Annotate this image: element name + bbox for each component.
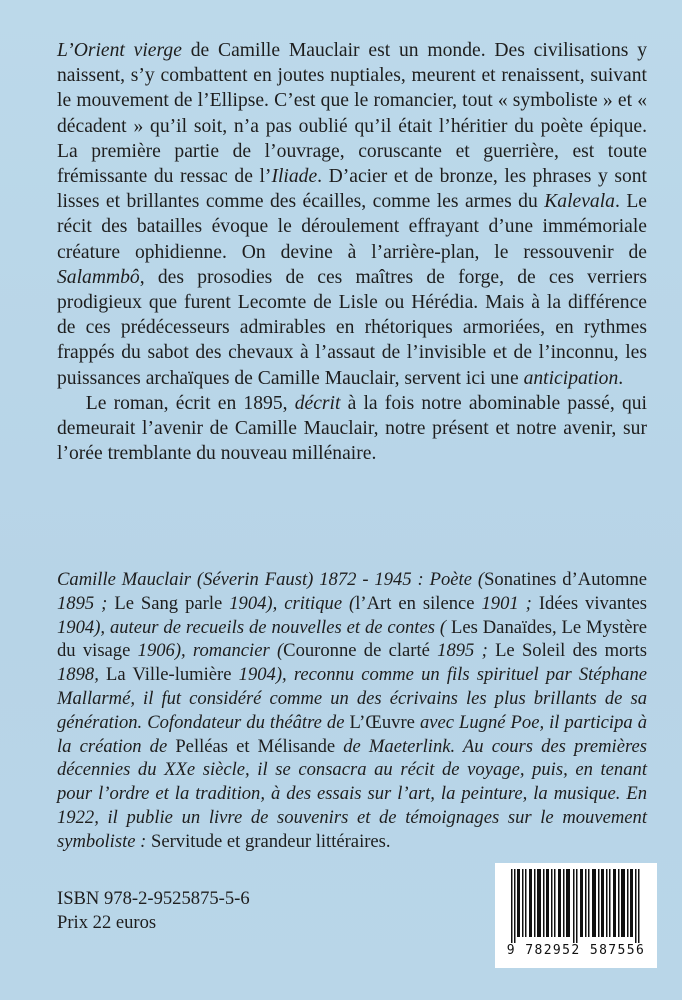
salammbo-ref: Salammbô xyxy=(57,266,140,288)
bio-r3: l’Art en silence xyxy=(355,592,482,614)
bio-t1: Camille Mauclair (Séverin Faust) 1872 - 1945 : Poète ( xyxy=(57,569,485,590)
anticipation-word: anticipation xyxy=(523,367,619,389)
paragraph-1-text-d: , des prosodies de ces maîtres de forge, de ces verriers prodigieux que furent Lecomte de Lisle ou Hérédia. Mais à la différence de ces prédécesseurs admirables en rhétoriques armoriées, en rythmes frappés du sabot des chevaux à l’assaut de l’invisible et de l’inconnu, les puissances archaïques de Camille Mauclair, servent ici une xyxy=(57,266,647,389)
paragraph-1-text-a: de Camille Mauclair est un monde. Des civilisations y naissent, s’y combattent en joutes nuptiales, meurent et renaissent, suivant le mouvement de l’Ellipse. C’est que le romancier, tout « symboliste » et « décadent » qu’il soit, n’a pas oublié qu’il était l’héritier du poète épique. La première partie de l’ouvrage, coruscante et guerrière, est toute frémissante du ressac de l’ xyxy=(57,40,647,188)
bio-t7: 1895 ; xyxy=(437,640,488,662)
bio-r2: Le Sang parle xyxy=(107,592,230,614)
decrit-word: décrit xyxy=(294,392,341,414)
paragraph-1-text-b: . D’acier et de bronze, les phrases y sont lisses et brillantes comme des écailles, comme les armes du xyxy=(57,166,647,213)
bio-t8: 1898, xyxy=(57,664,99,686)
bio-t6: 1906), romancier ( xyxy=(137,640,284,662)
bio-r9: L’Œuvre xyxy=(349,711,420,733)
bio-r8: La Ville-lumière xyxy=(98,664,239,686)
kalevala-ref: Kalevala xyxy=(544,191,615,213)
bio-r1: Sonatines d’Automne xyxy=(484,569,647,590)
bio-r10: Pelléas et Mélisande xyxy=(175,735,344,757)
price: Prix 22 euros xyxy=(57,912,157,933)
barcode xyxy=(495,863,657,968)
bio-r5: Les Danaïdes, Le Mystère du visage xyxy=(57,616,647,662)
main-text xyxy=(57,38,647,466)
bio-t4: 1901 ; xyxy=(481,592,532,614)
paragraph-1-text-e: . xyxy=(618,367,624,389)
bio-r6: Couronne de clarté xyxy=(283,640,438,662)
isbn-block xyxy=(57,887,250,935)
bio-r7: Le Soleil des morts xyxy=(487,640,648,662)
paragraph-1-text-c: . Le récit des batailles évoque le déroulement effrayant d’une immémoriale créature ophidienne. On devine à l’arrière-plan, le ressouvenir de xyxy=(57,191,647,263)
bio-r4: Idées vivantes xyxy=(531,592,648,614)
bio-t10: avec Lugné Poe, il participa à la création de xyxy=(57,711,648,757)
book-title: L’Orient vierge xyxy=(57,40,182,61)
bio-t5: 1904), auteur de recueils de nouvelles et de contes ( xyxy=(57,616,451,638)
bio-t11: de Maeterlink. Au cours des premières décennies du XXe siècle, il se consacra au récit de voyage, puis, en tenant pour l’ordre et la tradition, à des essais sur l’art, la peinture, la musique. En 1922, il publie un livre de souvenirs et de témoignages sur le mouvement symboliste : xyxy=(57,735,648,852)
paragraph-2-text-a: Le roman, écrit en 1895, xyxy=(57,392,295,414)
paragraph-2-text-b: à la fois notre abominable passé, qui demeurait l’avenir de Camille Mauclair, notre présent et notre avenir, sur l’orée tremblante du nouveau millénaire. xyxy=(57,392,647,465)
paragraph-1 xyxy=(57,38,647,391)
paragraph-2 xyxy=(57,391,647,467)
bio-t2: 1895 ; xyxy=(57,592,108,614)
barcode-bars-icon xyxy=(505,869,647,943)
iliade-ref: Iliade xyxy=(271,166,318,188)
bio-paragraph xyxy=(57,568,647,854)
barcode-digits: 9 782952 587556 xyxy=(506,943,646,958)
bio-r11: Servitude et grandeur littéraires. xyxy=(151,830,391,852)
isbn-number: ISBN 978-2-9525875-5-6 xyxy=(57,888,250,909)
bio-t9: 1904), reconnu comme un fils spirituel par Stéphane Mallarmé, il fut considéré comme un des écrivains les plus brillants de sa génération. Cofondateur du théâtre de xyxy=(57,664,648,733)
author-bio xyxy=(57,568,647,854)
bio-t3: 1904), critique ( xyxy=(229,592,356,614)
